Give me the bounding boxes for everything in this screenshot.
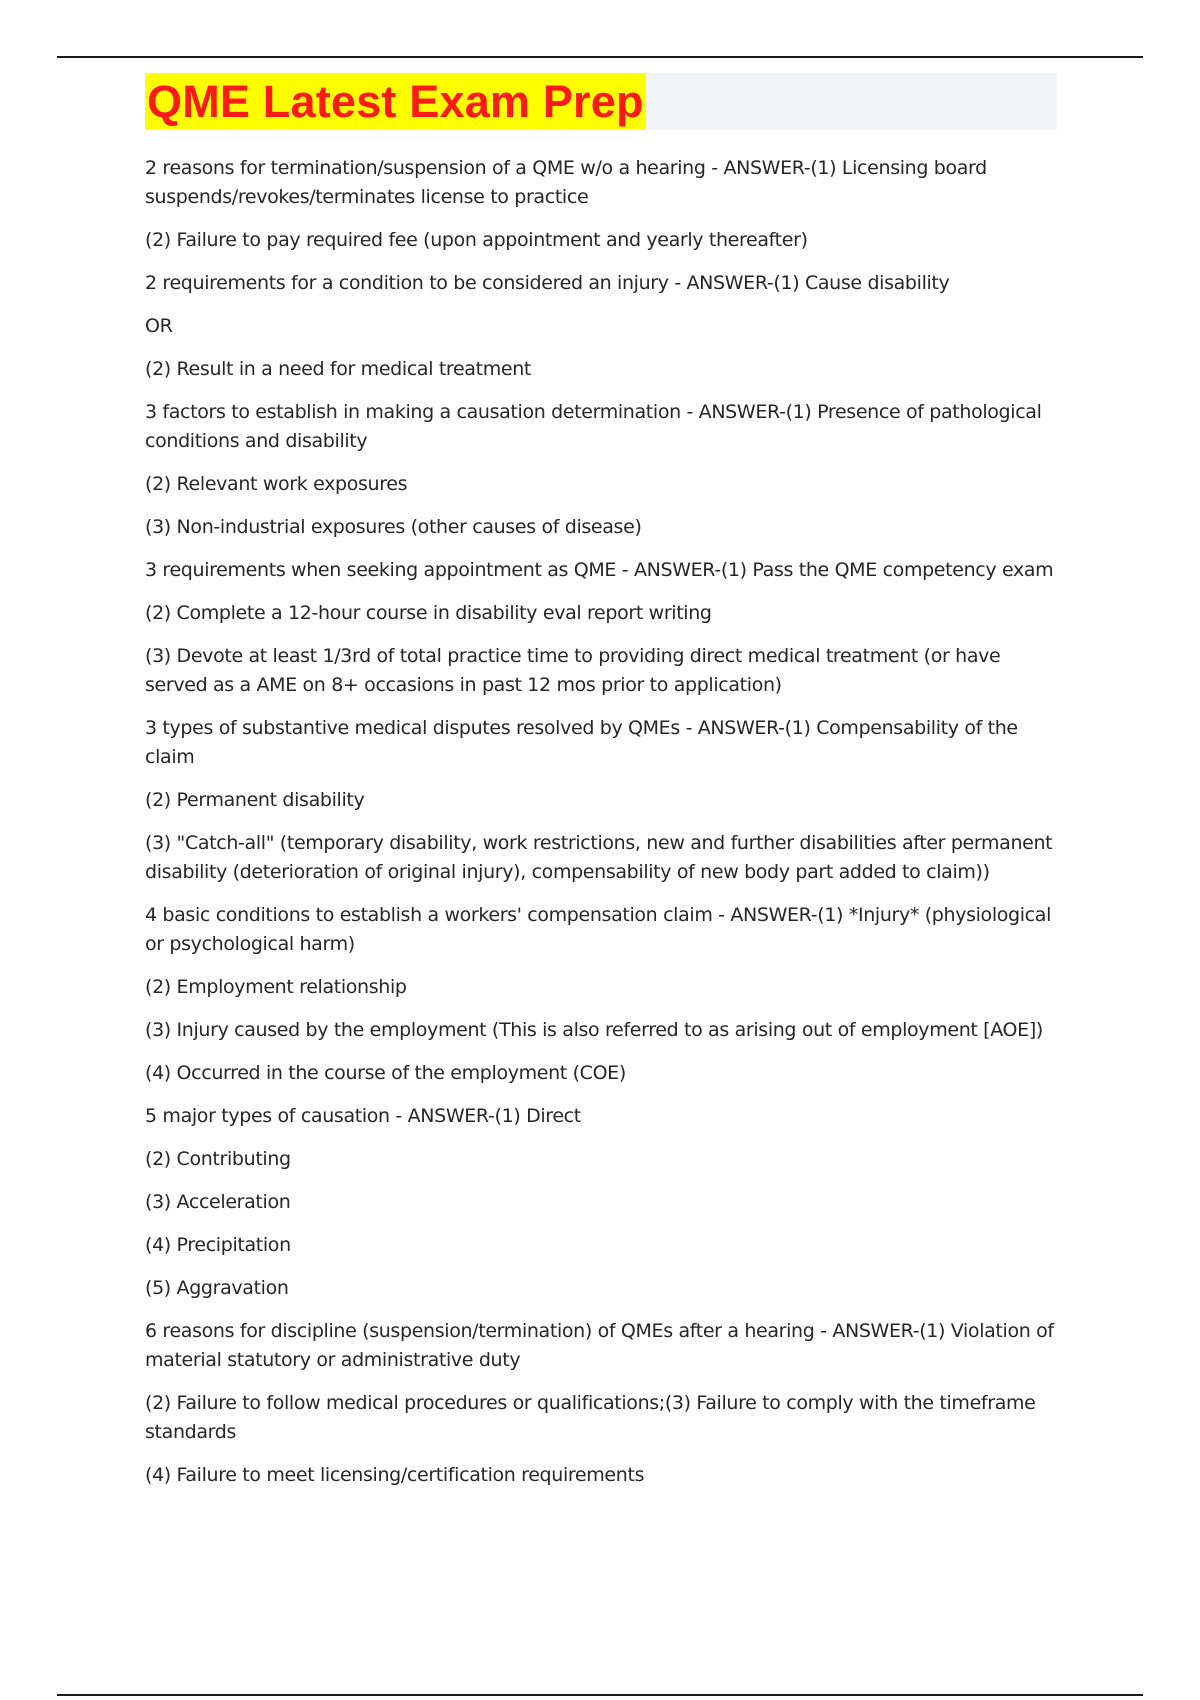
document-title: QME Latest Exam Prep [145, 73, 646, 130]
paragraph: (3) "Catch-all" (temporary disability, work restrictions, new and further disabilities after permanent disability (deterioration of original injury), compensability of new body part added to claim)) [145, 832, 1053, 883]
paragraph: 3 requirements when seeking appointment as QME - ANSWER-(1) Pass the QME competency exam [145, 559, 1054, 581]
paragraph: (2) Employment relationship [145, 976, 407, 998]
paragraph: (3) Non-industrial exposures (other causes of disease) [145, 516, 642, 538]
paragraph: 2 requirements for a condition to be considered an injury - ANSWER-(1) Cause disability [145, 272, 950, 294]
paragraph: (2) Failure to follow medical procedures or qualifications;(3) Failure to comply with the timeframe standards [145, 1392, 1036, 1443]
paragraph: 3 factors to establish in making a causation determination - ANSWER-(1) Presence of pathological conditions and disability [145, 401, 1042, 452]
paragraph: 6 reasons for discipline (suspension/termination) of QMEs after a hearing - ANSWER-(1) Violation of material statutory or administrative duty [145, 1320, 1054, 1371]
paragraph: (2) Failure to pay required fee (upon appointment and yearly thereafter) [145, 229, 808, 251]
paragraph: (2) Permanent disability [145, 789, 365, 811]
document-body [145, 154, 1060, 1504]
paragraph: (3) Injury caused by the employment (This is also referred to as arising out of employment [AOE]) [145, 1019, 1043, 1041]
paragraph: 3 types of substantive medical disputes resolved by QMEs - ANSWER-(1) Compensability of the claim [145, 717, 1018, 768]
paragraph: (2) Result in a need for medical treatment [145, 358, 531, 380]
paragraph: (3) Devote at least 1/3rd of total practice time to providing direct medical treatment (or have served as a AME on 8+ occasions in past 12 mos prior to application) [145, 645, 1001, 696]
paragraph: (4) Precipitation [145, 1234, 291, 1256]
paragraph: (4) Occurred in the course of the employment (COE) [145, 1062, 626, 1084]
paragraph: (3) Acceleration [145, 1191, 291, 1213]
paragraph: (2) Relevant work exposures [145, 473, 408, 495]
paragraph: (5) Aggravation [145, 1277, 289, 1299]
paragraph: OR [145, 315, 173, 337]
paragraph: (2) Complete a 12-hour course in disability eval report writing [145, 602, 712, 624]
top-rule [57, 56, 1143, 58]
paragraph: 5 major types of causation - ANSWER-(1) Direct [145, 1105, 581, 1127]
paragraph: (4) Failure to meet licensing/certification requirements [145, 1464, 645, 1486]
paragraph: 4 basic conditions to establish a workers' compensation claim - ANSWER-(1) *Injury* (physiological or psychological harm) [145, 904, 1051, 955]
bottom-rule [57, 1694, 1143, 1696]
paragraph: 2 reasons for termination/suspension of a QME w/o a hearing - ANSWER-(1) Licensing board suspends/revokes/terminates license to practice [145, 157, 987, 208]
paragraph: (2) Contributing [145, 1148, 291, 1170]
